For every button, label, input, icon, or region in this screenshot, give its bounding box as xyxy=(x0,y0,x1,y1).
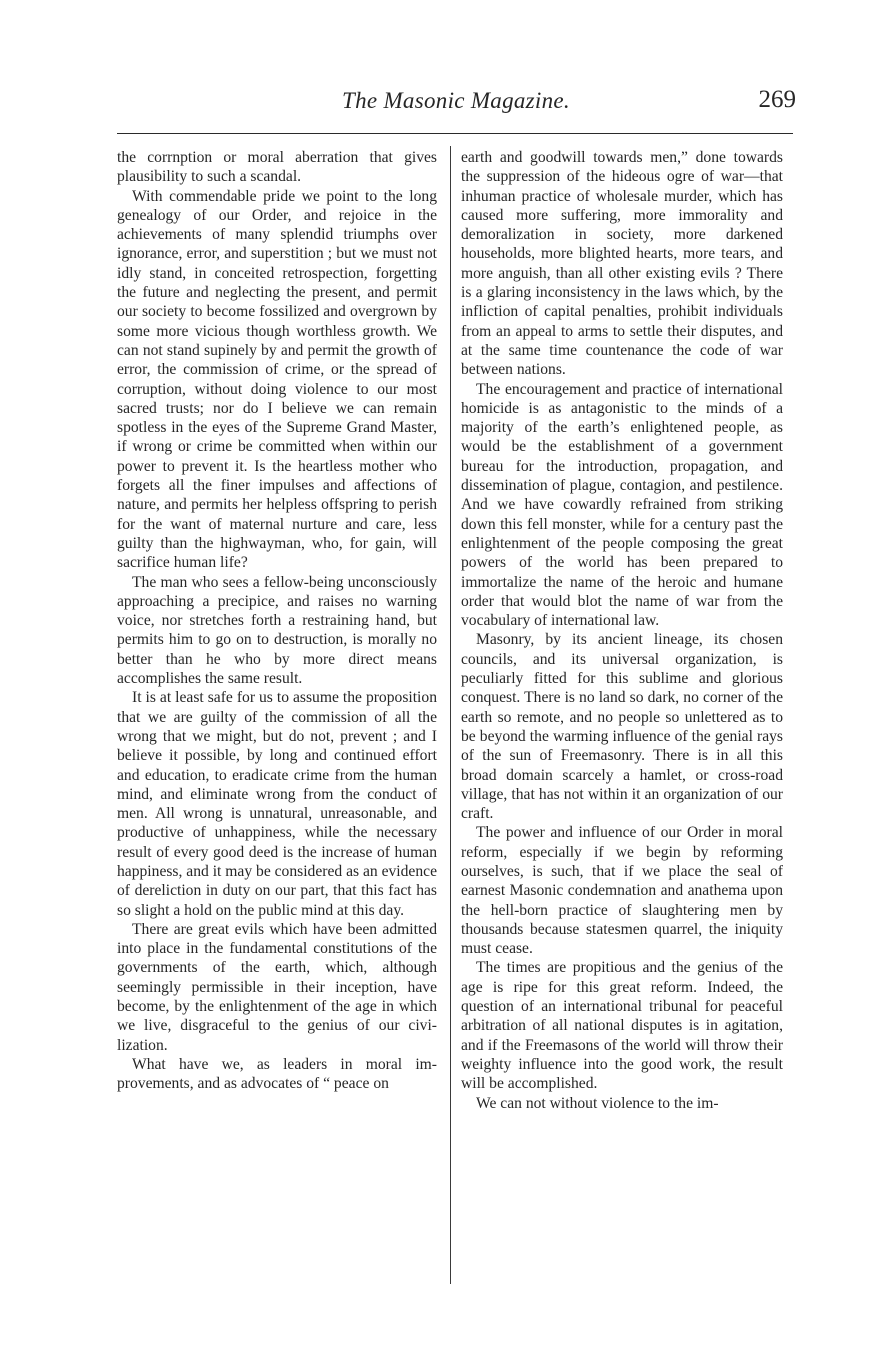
left-column xyxy=(117,148,437,1094)
page-number: 269 xyxy=(758,86,796,113)
paragraph: The encouragement and practice of international homicide is as antagonistic to the minds of a majority of the earth’s enlightened people, as would be the establishment of a government bureau for the introduction, propagation, and dissemination of plague, contagion, and pestilence. And we have cowardly refrained from striking down this fell monster, while for a century past the enlightenment of the people composing the great powers of the world has been prepared to immortalize the name of the heroic and humane order that would blot the name of war from the vocabulary of international law. xyxy=(461,380,783,630)
column-divider xyxy=(450,146,451,1284)
paragraph: We can not without violence to the im- xyxy=(476,1094,719,1112)
paragraph: It is at least safe for us to assume the proposition that we are guilty of the commission of all the wrong that we might, but do not, prevent ; and I believe it possible, by long and continued effort and education, to eradicate crime from the human mind, and eliminate wrong from the conduct of men. All wrong is unnatural, unreasonable, and productive of unhappiness, while the necessary result of every good deed is the increase of human happiness, and it may be considered as an evidence of dereliction in duty on our part, that this fact has so slight a hold on the public mind at this day. xyxy=(117,689,437,919)
paragraph: Masonry, by its ancient lineage, its chosen councils, and its universal organization, is peculiarly fitted for this sublime and glorious conquest. There is no land so dark, no corner of the earth so remote, and no people so unlettered as to be beyond the warming influence of the genial rays of the sun of Freemasonry. There is in all this broad domain scarcely a hamlet, or cross-road village, that has not within it an organization of our craft. xyxy=(461,631,783,823)
paragraph: What have we, as leaders in moral improvements, and as advocates of “ peace on xyxy=(117,1055,437,1093)
paragraph: With commendable pride we point to the long genealogy of our Order, and rejoice in the achievements of many splendid triumphs over ignorance, error, and superstition ; but we must not idly stand, in conceited retrospection, forgetting the future and neglecting the present, and permit our society to become fossilized and overgrown by some more vicious though worthless growth. We can not stand supinely by and permit the growth of error, the commission of crime, or the spread of corruption, without doing violence to our most sacred trusts; nor do I believe we can remain spotless in the eyes of the Supreme Grand Master, if wrong or crime be committed when within our power to prevent it. Is the heartless mother who forgets all the finer impulses and affections of nature, and permits her helpless offspring to perish for the want of maternal nurture and care, less guilty than the highwayman, who, for gain, will sacrifice human life? xyxy=(117,187,437,572)
running-head xyxy=(116,88,796,124)
paragraph: earth and goodwill towards men,” done towards the suppression of the hideous ogre of war—that inhuman practice of wholesale murder, which has caused more suffering, more immorality and demoralization in society, more darkened households, more blighted hearts, more tears, and more anguish, than all other existing evils ? There is a glaring inconsistency in the laws which, by the infliction of capital penalties, prohibit individuals from an appeal to arms to settle their disputes, and at the same time countenance the code of war between nations. xyxy=(461,149,783,379)
paragraph: The times are propitious and the genius of the age is ripe for this great reform. Indeed, the question of an international tribunal for peaceful arbitration of all national disputes is in agitation, and if the Freemasons of the world will throw their weighty influence into the good work, the result will be accomplished. xyxy=(461,959,783,1093)
paragraph: The man who sees a fellow-being unconsciously approaching a precipice, and raises no warning voice, nor stretches forth a restraining hand, but permits him to go on to destruction, is morally no better than he who by more direct means accomplishes the same result. xyxy=(117,573,437,688)
right-column xyxy=(461,148,783,1113)
running-title: The Masonic Magazine. xyxy=(342,88,570,113)
paragraph: the corrnption or moral aberration that gives plausibility to such a scandal. xyxy=(117,149,437,186)
header-rule xyxy=(117,133,793,134)
paragraph: The power and influence of our Order in moral reform, especially if we begin by reforming ourselves, is such, that if we place the seal of earnest Masonic condemnation and anathema upon the hell-born practice of slaughtering men by thousands because statesmen quarrel, the iniquity must cease. xyxy=(461,824,783,958)
paragraph: There are great evils which have been admitted into place in the fundamental constitutions of the governments of the earth, which, although seemingly permissible in their inception, have become, by the enlightenment of the age in which we live, disgraceful to the genius of our civilization. xyxy=(117,920,437,1054)
